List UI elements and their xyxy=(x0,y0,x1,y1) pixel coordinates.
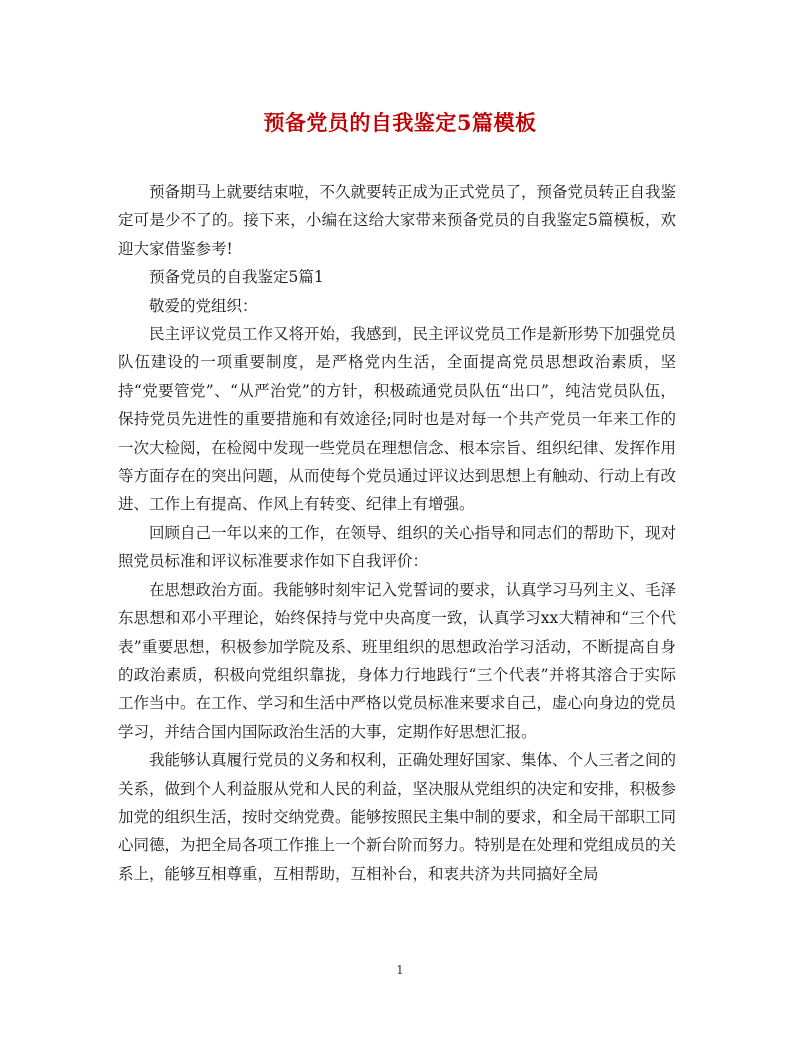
body-paragraph: 在思想政治方面。我能够时刻牢记入党誓词的要求，认真学习马列主义、毛泽东思想和邓小平理论，始终保持与党中央高度一致，认真学习xx大精神和“三个代表”重要思想，积极参加学院及系、班里组织的思想政治学习活动，不断提高自身的政治素质，积极向党组织靠拢，身体力行地践行“三个代表”并将其溶合于实际工作当中。在工作、学习和生活中严格以党员标准来要求自己，虚心向身边的党员学习，并结合国内国际政治生活的大事，定期作好思想汇报。 xyxy=(118,580,677,741)
body-paragraph: 我能够认真履行党员的义务和权利，正确处理好国家、集体、个人三者之间的关系，做到个人利益服从党和人民的利益，坚决服从党组织的决定和安排，积极参加党的组织生活，按时交纳党费。能够按照民主集中制的要求，和全局干部职工同心同德，为把全局各项工作推上一个新台阶而努力。特别是在处理和党组成员的关系上，能够互相尊重，互相帮助，互相补台，和衷共济为共同搞好全局 xyxy=(118,751,677,883)
document-body xyxy=(118,178,676,888)
body-paragraph: 回顾自己一年以来的工作，在领导、组织的关心指导和同志们的帮助下，现对照党员标准和评议标准要求作如下自我评价： xyxy=(118,523,677,571)
salutation: 敬爱的党组织： xyxy=(149,296,258,315)
section-heading: 预备党员的自我鉴定5篇1 xyxy=(149,268,324,287)
intro-paragraph: 预备期马上就要结束啦，不久就要转正成为正式党员了，预备党员转正自我鉴定可是少不了的。接下来，小编在这给大家带来预备党员的自我鉴定5篇模板，欢迎大家借鉴参考! xyxy=(118,183,677,258)
document-title: 预备党员的自我鉴定5篇模板 xyxy=(263,110,537,135)
page-number: 1 xyxy=(396,963,404,977)
body-paragraph: 民主评议党员工作又将开始，我感到，民主评议党员工作是新形势下加强党员队伍建设的一项重要制度，是严格党内生活，全面提高党员思想政治素质，坚持“党要管党”、“从严治党”的方针，积极疏通党员队伍“出口”，纯洁党员队伍，保持党员先进性的重要措施和有效途径;同时也是对每一个共产党员一年来工作的一次大检阅，在检阅中发现一些党员在理想信念、根本宗旨、组织纪律、发挥作用等方面存在的突出问题，从而使每个党员通过评议达到思想上有触动、行动上有改进、工作上有提高、作风上有转变、纪律上有增强。 xyxy=(118,325,677,514)
